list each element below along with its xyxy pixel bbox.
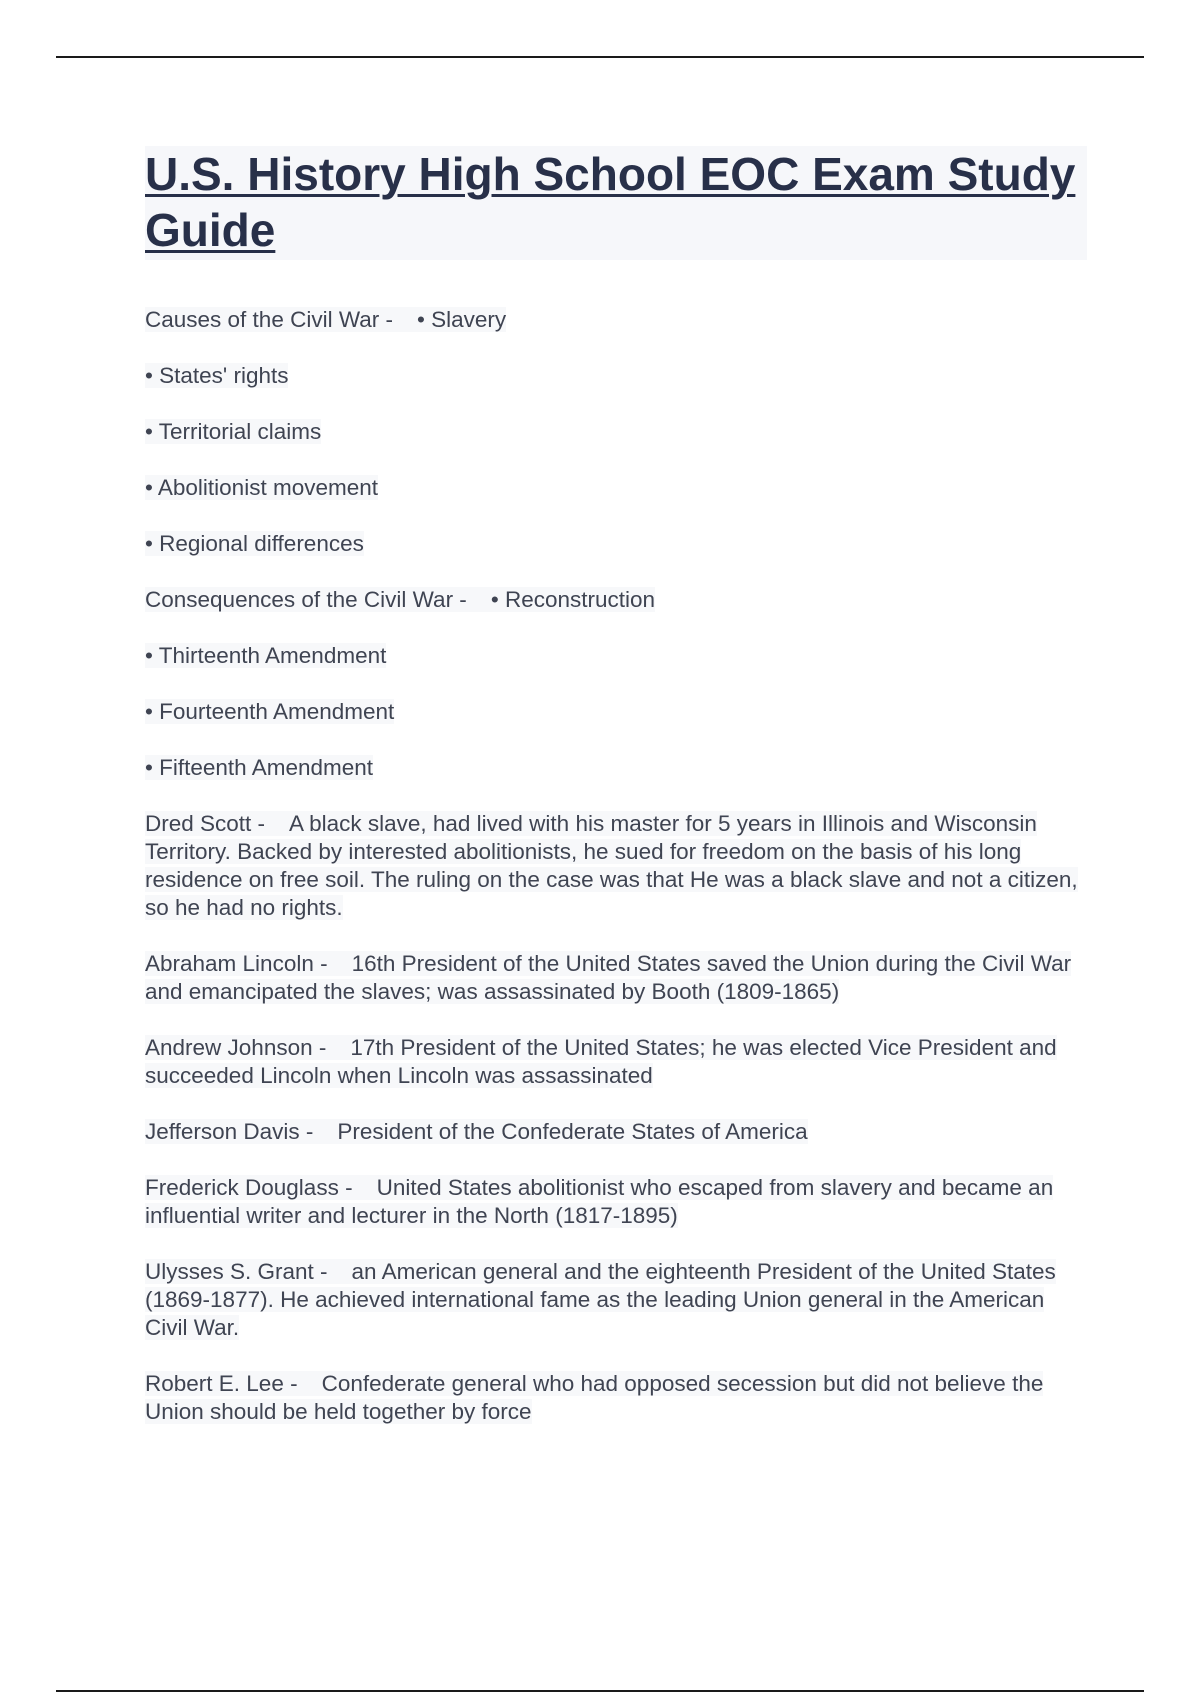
entry-text <box>145 755 373 780</box>
entry-definition: • Slavery <box>416 307 507 332</box>
entry-term: Ulysses S. Grant - <box>145 1259 328 1284</box>
entry-definition: • Reconstruction <box>490 587 656 612</box>
study-entry <box>145 642 1087 670</box>
study-entry <box>145 474 1087 502</box>
entry-term: Causes of the Civil War - <box>145 307 393 332</box>
top-rule <box>56 56 1144 58</box>
entry-text <box>145 699 394 724</box>
entry-definition: • Abolitionist movement <box>145 475 378 500</box>
entry-definition: • Fourteenth Amendment <box>145 699 395 724</box>
study-entry <box>145 810 1087 922</box>
entry-definition: United States abolitionist who escaped from slavery and became an influential writer and lecturer in the North (1817-1895) <box>145 1175 1054 1228</box>
title-box <box>145 146 1087 260</box>
entry-definition: • Fifteenth Amendment <box>145 755 373 780</box>
entry-definition: an American general and the eighteenth President of the United States (1869-1877). He achieved international fame as the leading Union general in the American Civil War. <box>145 1259 1056 1340</box>
entry-text <box>145 1259 1056 1340</box>
study-entry <box>145 1034 1087 1090</box>
study-entry <box>145 306 1087 334</box>
study-entry <box>145 950 1087 1006</box>
entry-text <box>145 419 321 444</box>
study-entry <box>145 1370 1087 1426</box>
study-entry <box>145 1174 1087 1230</box>
entry-text <box>145 1371 1043 1424</box>
entry-text <box>145 1035 1057 1088</box>
entry-term: Andrew Johnson - <box>145 1035 327 1060</box>
entry-text <box>145 1175 1053 1228</box>
entry-definition: • Regional differences <box>145 531 364 556</box>
document-body <box>145 146 1087 1454</box>
entry-definition: • Territorial claims <box>145 419 322 444</box>
entry-definition: • States' rights <box>145 363 289 388</box>
study-entry <box>145 1118 1087 1146</box>
study-entry <box>145 1258 1087 1342</box>
entry-text <box>145 531 364 556</box>
bottom-rule <box>56 1690 1144 1692</box>
entry-definition: A black slave, had lived with his master for 5 years in Illinois and Wisconsin Territory. Backed by interested abolitionists, he sued for freedom on the basis of his long residence on free soil. The ruling on the case was that He was a black slave and not a citizen, so he had no rights. <box>145 811 1078 920</box>
entry-definition: Confederate general who had opposed secession but did not believe the Union should be held together by force <box>145 1371 1044 1424</box>
study-entry <box>145 586 1087 614</box>
entry-term: Dred Scott - <box>145 811 266 836</box>
study-entry <box>145 754 1087 782</box>
entry-text <box>145 1119 808 1144</box>
entry-term: Abraham Lincoln - <box>145 951 328 976</box>
entry-term: Consequences of the Civil War - <box>145 587 467 612</box>
entry-term: Jefferson Davis - <box>145 1119 314 1144</box>
entry-text <box>145 475 378 500</box>
entry-text <box>145 951 1071 1004</box>
entry-definition: • Thirteenth Amendment <box>145 643 387 668</box>
entry-term: Frederick Douglass - <box>145 1175 353 1200</box>
study-entry <box>145 362 1087 390</box>
entry-text <box>145 587 655 612</box>
entry-text <box>145 307 506 332</box>
entry-definition: 16th President of the United States saved the Union during the Civil War and emancipated the slaves; was assassinated by Booth (1809-1865) <box>145 951 1072 1004</box>
entry-list <box>145 306 1087 1426</box>
entry-text <box>145 363 288 388</box>
study-entry <box>145 418 1087 446</box>
entry-text <box>145 811 1078 920</box>
study-entry <box>145 530 1087 558</box>
entry-term: Robert E. Lee - <box>145 1371 298 1396</box>
entry-definition: President of the Confederate States of America <box>337 1119 808 1144</box>
document-title: U.S. History High School EOC Exam Study Guide <box>145 148 1076 256</box>
entry-definition: 17th President of the United States; he was elected Vice President and succeeded Lincoln when Lincoln was assassinated <box>145 1035 1057 1088</box>
study-entry <box>145 698 1087 726</box>
entry-text <box>145 643 386 668</box>
